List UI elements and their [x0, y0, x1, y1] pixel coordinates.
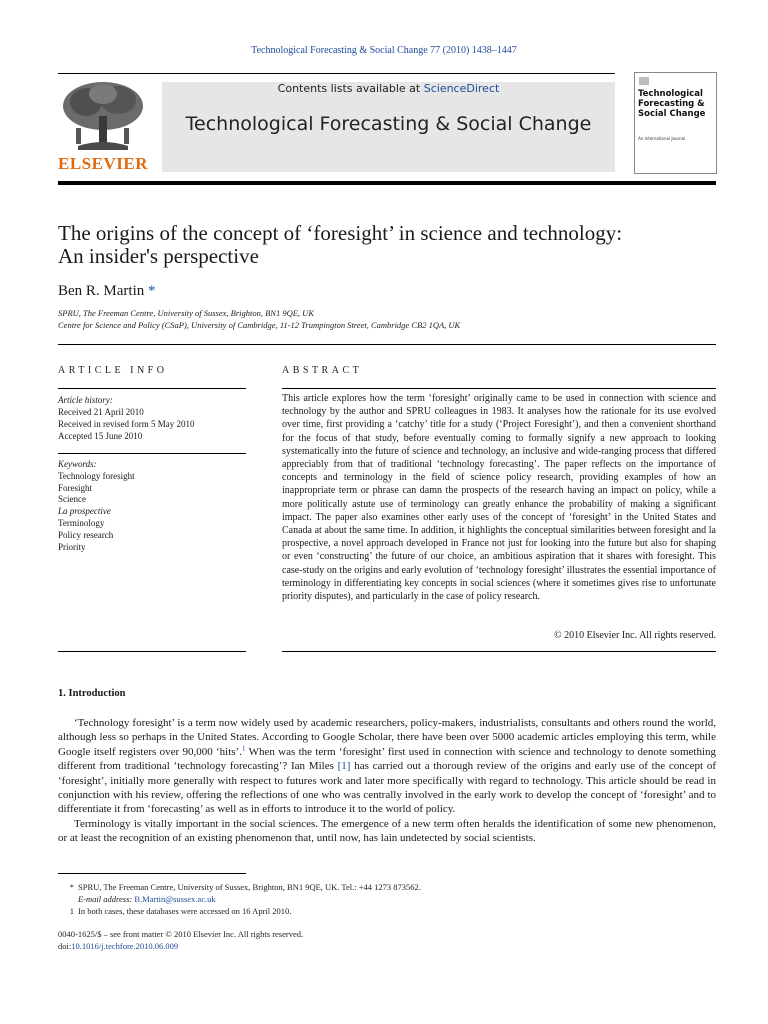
keyword: La prospective — [58, 506, 111, 517]
history-label: Article history: — [58, 395, 113, 405]
title-line-2: An insider's perspective — [58, 244, 259, 268]
reference-link[interactable]: [1] — [337, 760, 351, 773]
journal-citation[interactable]: Technological Forecasting & Social Change 77 (2010) 1438–1447 — [251, 45, 517, 56]
keyword: Science — [58, 494, 86, 505]
text-run: has carried out a thorough review of the origins and early use of the concept of ‘foresight’, initially more generally with respect to futures work and later more specifically with regard to technology. This article should be read in conjunction with his review, offering the reflections of one who was centrally involved in the early work to develop the concept of ‘foresight’ and to differentiate it from ‘forecasting’ as well as in efforts to introduce it to the world of policy. — [58, 760, 717, 816]
publisher-logo — [58, 80, 148, 174]
abstract-text: This article explores how the term ‘foresight’ originally came to be used in connection with science and technology by the author and SPRU colleagues in 1983. It analyses how the rationale for its use evolved over time, first providing a ‘catchy’ title for a study (‘Project Foresight’), and then a convenient shorthand for the focus of that study, before eventually coming to formally signify a new approach to looking systematically into the future of science and technology, an inclusive and wide-ranging process that differed appreciably from that of traditional ‘technology forecasting’. The paper reflects on the importance of concepts and terminology in the field of science policy research, providing examples of how an inappropriate term or phrase can damn the prospects of the research having an impact on policy, while a more politically astute use of terminology can greatly enhance the probability of making a significant impact. The paper also examines other early uses of the concept of ‘foresight’ in the United States and Canada at about the same time. In addition, it highlights the conceptual similarities between foresight and la prospective, a novel approach developed in France not just for looking into the future but also for shaping or even ‘constructing’ the future of our choice, an ambitious aspiration that it shares with foresight. This case-study on the origins and early evolution of ‘technology foresight’ illustrates the essential importance of terminology in differentiating key concepts in social sciences (where it sometimes gives rise to unfortunate priority disputes), and particularly in the case of policy research. — [282, 393, 716, 603]
cover-subtitle: An International Journal — [638, 136, 686, 141]
footnote-mark: 1 — [69, 906, 74, 916]
footnote-ref[interactable]: 1 — [241, 744, 246, 753]
footnote-email — [58, 893, 216, 905]
affiliation-1: SPRU, The Freeman Centre, University of Sussex, Brighton, BN1 9QE, UK — [58, 308, 314, 318]
paragraph: Terminology is vitally important in the social sciences. The emergence of a new term often heralds the identification of some new phenomenon, or at least the recognition of an existing phenomenon that, until now, has lain undetected by social scientists. — [58, 817, 716, 845]
journal-name: Technological Forecasting & Social Change — [185, 113, 592, 135]
journal-cover — [634, 72, 717, 174]
keyword: Terminology — [58, 517, 105, 528]
history-item: Received in revised form 5 May 2010 — [58, 419, 195, 429]
abstract-bottom-rule — [282, 651, 716, 652]
email-label: E-mail address: — [78, 894, 135, 904]
paragraph — [58, 716, 716, 817]
email-link[interactable]: B.Martin@sussex.ac.uk — [134, 894, 216, 904]
cover-logo-icon — [639, 77, 649, 85]
header-thick-rule — [58, 181, 716, 185]
author — [58, 283, 156, 300]
section-rule — [58, 344, 716, 345]
keyword: Priority — [58, 541, 86, 552]
sciencedirect-link[interactable]: ScienceDirect — [423, 82, 500, 95]
article-info-heading: ARTICLE INFO — [58, 365, 168, 376]
keyword: Foresight — [58, 482, 93, 493]
body-text — [58, 716, 716, 846]
keywords — [58, 459, 246, 553]
front-matter: 0040-1625/$ – see front matter © 2010 Elsevier Inc. All rights reserved. — [58, 929, 304, 939]
contents-line: Contents lists available at ScienceDirect — [277, 82, 500, 95]
history-item: Received 21 April 2010 — [58, 407, 144, 417]
keyword: Policy research — [58, 529, 114, 540]
footnote-text: In both cases, these databases were accessed on 16 April 2010. — [78, 906, 292, 916]
history-item: Accepted 15 June 2010 — [58, 431, 143, 441]
keywords-rule — [58, 453, 246, 454]
section-heading: 1. Introduction — [58, 688, 126, 699]
cover-title: Technological Forecasting & Social Change — [638, 89, 706, 119]
footnote-2 — [58, 905, 291, 917]
doi-link[interactable]: 10.1016/j.techfore.2010.06.009 — [71, 941, 179, 951]
keyword: Technology foresight — [58, 470, 135, 481]
text-run: ‘Technology foresight’ is a term now widely used by academic researchers, policy-makers, industrialists, consultants and others round the world, although less so perhaps in the United States. According to Google Scholar, there have been over 5000 academic articles employing this term, while Google itself registers over 90,000 ‘hits’. — [58, 717, 716, 758]
doi-label: doi: — [58, 941, 72, 951]
abstract-copyright: © 2010 Elsevier Inc. All rights reserved. — [553, 630, 716, 641]
header-rule — [58, 73, 615, 74]
article-info-rule — [58, 388, 246, 389]
article-history — [58, 394, 246, 442]
title-line-1: The origins of the concept of ‘foresight’ in science and technology: — [58, 221, 623, 245]
abstract-rule — [282, 388, 716, 389]
publisher-name: ELSEVIER — [58, 154, 148, 173]
author-name: Ben R. Martin — [58, 283, 145, 299]
footnote-text: SPRU, The Freeman Centre, University of Sussex, Brighton, BN1 9QE, UK. Tel.: +44 1273 873562. — [78, 882, 421, 892]
footnote-mark: * — [69, 882, 74, 892]
affiliation-2: Centre for Science and Policy (CSaP), University of Cambridge, 11-12 Trumpington Street, Cambridge CB2 1QA, UK — [58, 320, 461, 330]
doi-line — [58, 940, 178, 952]
abstract-heading: ABSTRACT — [282, 365, 363, 376]
article-title — [58, 222, 718, 268]
elsevier-tree-icon — [58, 80, 148, 152]
author-footnote-link[interactable]: * — [148, 283, 156, 299]
footnote-1 — [58, 881, 421, 893]
footnote-rule — [58, 873, 246, 874]
journal-banner — [162, 82, 615, 172]
keywords-label: Keywords: — [58, 459, 97, 469]
article-info-bottom-rule — [58, 651, 246, 652]
text-run: When was the term ‘foresight’ first used in connection with science and technology to denote something different from traditional ‘technology forecasting’? Ian Miles — [58, 745, 717, 773]
